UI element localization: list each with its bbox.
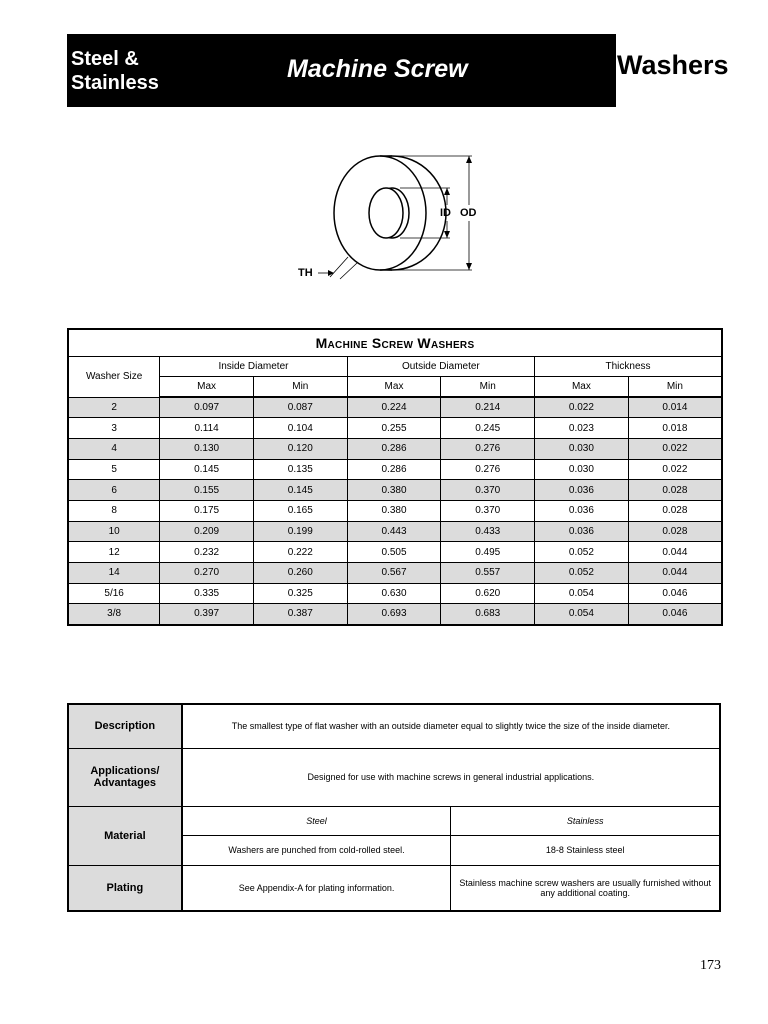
table-row xyxy=(68,397,722,418)
value-cell: 0.387 xyxy=(253,604,347,625)
value-cell: 0.023 xyxy=(535,418,629,439)
header-bar xyxy=(67,34,616,107)
sub-header: Max xyxy=(160,377,254,398)
value-cell: 0.014 xyxy=(628,397,722,418)
value-cell: 0.046 xyxy=(628,583,722,604)
value-cell: 0.044 xyxy=(628,563,722,584)
plating-steel-text: See Appendix-A for plating information. xyxy=(182,865,451,911)
value-cell: 0.087 xyxy=(253,397,347,418)
value-cell: 0.135 xyxy=(253,459,347,480)
value-cell: 0.018 xyxy=(628,418,722,439)
value-cell: 0.620 xyxy=(441,583,535,604)
sub-header: Max xyxy=(347,377,441,398)
sub-header: Min xyxy=(628,377,722,398)
value-cell: 0.046 xyxy=(628,604,722,625)
value-cell: 0.567 xyxy=(347,563,441,584)
value-cell: 0.022 xyxy=(535,397,629,418)
value-cell: 0.130 xyxy=(160,438,254,459)
th-label: TH xyxy=(298,267,313,279)
value-cell: 0.120 xyxy=(253,438,347,459)
id-label: ID xyxy=(440,207,451,219)
table-row xyxy=(68,521,722,542)
value-cell: 0.557 xyxy=(441,563,535,584)
value-cell: 0.044 xyxy=(628,542,722,563)
value-cell: 0.224 xyxy=(347,397,441,418)
value-cell: 0.036 xyxy=(535,521,629,542)
washer-size-cell: 10 xyxy=(68,521,160,542)
value-cell: 0.145 xyxy=(160,459,254,480)
value-cell: 0.155 xyxy=(160,480,254,501)
washer-size-cell: 3 xyxy=(68,418,160,439)
value-cell: 0.260 xyxy=(253,563,347,584)
value-cell: 0.380 xyxy=(347,500,441,521)
table-row xyxy=(68,563,722,584)
value-cell: 0.165 xyxy=(253,500,347,521)
value-cell: 0.433 xyxy=(441,521,535,542)
table-row xyxy=(68,583,722,604)
washer-hole-front xyxy=(369,188,403,238)
sub-header: Min xyxy=(441,377,535,398)
value-cell: 0.630 xyxy=(347,583,441,604)
sub-header: Min xyxy=(253,377,347,398)
description-text: The smallest type of flat washer with an outside diameter equal to slightly twice the size of the inside diameter. xyxy=(182,704,720,748)
value-cell: 0.022 xyxy=(628,459,722,480)
value-cell: 0.028 xyxy=(628,480,722,501)
value-cell: 0.397 xyxy=(160,604,254,625)
material-steel-heading: Steel xyxy=(182,806,451,835)
value-cell: 0.199 xyxy=(253,521,347,542)
value-cell: 0.028 xyxy=(628,500,722,521)
value-cell: 0.325 xyxy=(253,583,347,604)
value-cell: 0.030 xyxy=(535,459,629,480)
value-cell: 0.022 xyxy=(628,438,722,459)
value-cell: 0.276 xyxy=(441,459,535,480)
thickness-header: Thickness xyxy=(535,357,722,377)
material-label: Material xyxy=(68,806,182,865)
table-row xyxy=(68,480,722,501)
description-label: Description xyxy=(68,704,182,748)
value-cell: 0.495 xyxy=(441,542,535,563)
table-row xyxy=(68,438,722,459)
plating-stainless-text: Stainless machine screw washers are usually furnished without any additional coating. xyxy=(451,865,720,911)
value-cell: 0.145 xyxy=(253,480,347,501)
value-cell: 0.270 xyxy=(160,563,254,584)
od-label: OD xyxy=(460,207,477,219)
material-stainless-heading: Stainless xyxy=(451,806,720,835)
material-steel-text: Washers are punched from cold-rolled steel. xyxy=(182,835,451,865)
table-row xyxy=(68,500,722,521)
sub-header: Max xyxy=(535,377,629,398)
washer-size-cell: 5 xyxy=(68,459,160,480)
table-row xyxy=(68,418,722,439)
washer-size-cell: 4 xyxy=(68,438,160,459)
value-cell: 0.052 xyxy=(535,542,629,563)
spec-table xyxy=(67,328,723,626)
washer-size-cell: 14 xyxy=(68,563,160,584)
value-cell: 0.335 xyxy=(160,583,254,604)
header-category: Steel & Stainless xyxy=(71,48,159,94)
value-cell: 0.370 xyxy=(441,480,535,501)
outside-diameter-header: Outside Diameter xyxy=(347,357,534,377)
value-cell: 0.245 xyxy=(441,418,535,439)
value-cell: 0.036 xyxy=(535,500,629,521)
washer-size-cell: 6 xyxy=(68,480,160,501)
value-cell: 0.683 xyxy=(441,604,535,625)
value-cell: 0.232 xyxy=(160,542,254,563)
value-cell: 0.097 xyxy=(160,397,254,418)
value-cell: 0.693 xyxy=(347,604,441,625)
page-number: 173 xyxy=(700,958,721,973)
washer-size-cell: 2 xyxy=(68,397,160,418)
applications-label: Applications/ Advantages xyxy=(68,748,182,806)
value-cell: 0.380 xyxy=(347,480,441,501)
plating-label: Plating xyxy=(68,865,182,911)
value-cell: 0.054 xyxy=(535,583,629,604)
value-cell: 0.114 xyxy=(160,418,254,439)
value-cell: 0.175 xyxy=(160,500,254,521)
spec-table-body xyxy=(68,397,722,625)
value-cell: 0.222 xyxy=(253,542,347,563)
washer-size-header: Washer Size xyxy=(68,357,160,398)
value-cell: 0.036 xyxy=(535,480,629,501)
value-cell: 0.286 xyxy=(347,438,441,459)
header-title: Machine Screw xyxy=(287,55,468,83)
material-stainless-text: 18-8 Stainless steel xyxy=(451,835,720,865)
value-cell: 0.276 xyxy=(441,438,535,459)
value-cell: 0.443 xyxy=(347,521,441,542)
header-product: Washers xyxy=(617,50,729,80)
info-table xyxy=(67,703,721,912)
applications-text: Designed for use with machine screws in general industrial applications. xyxy=(182,748,720,806)
washer-size-cell: 3/8 xyxy=(68,604,160,625)
value-cell: 0.370 xyxy=(441,500,535,521)
value-cell: 0.028 xyxy=(628,521,722,542)
value-cell: 0.214 xyxy=(441,397,535,418)
table-row xyxy=(68,459,722,480)
value-cell: 0.054 xyxy=(535,604,629,625)
value-cell: 0.286 xyxy=(347,459,441,480)
table-row xyxy=(68,604,722,625)
washer-size-cell: 5/16 xyxy=(68,583,160,604)
value-cell: 0.255 xyxy=(347,418,441,439)
value-cell: 0.030 xyxy=(535,438,629,459)
table-row xyxy=(68,542,722,563)
value-cell: 0.104 xyxy=(253,418,347,439)
washer-size-cell: 8 xyxy=(68,500,160,521)
washer-size-cell: 12 xyxy=(68,542,160,563)
value-cell: 0.505 xyxy=(347,542,441,563)
washer-diagram xyxy=(290,145,490,285)
value-cell: 0.209 xyxy=(160,521,254,542)
table-title: Machine Screw Washers xyxy=(68,329,722,357)
inside-diameter-header: Inside Diameter xyxy=(160,357,347,377)
value-cell: 0.052 xyxy=(535,563,629,584)
